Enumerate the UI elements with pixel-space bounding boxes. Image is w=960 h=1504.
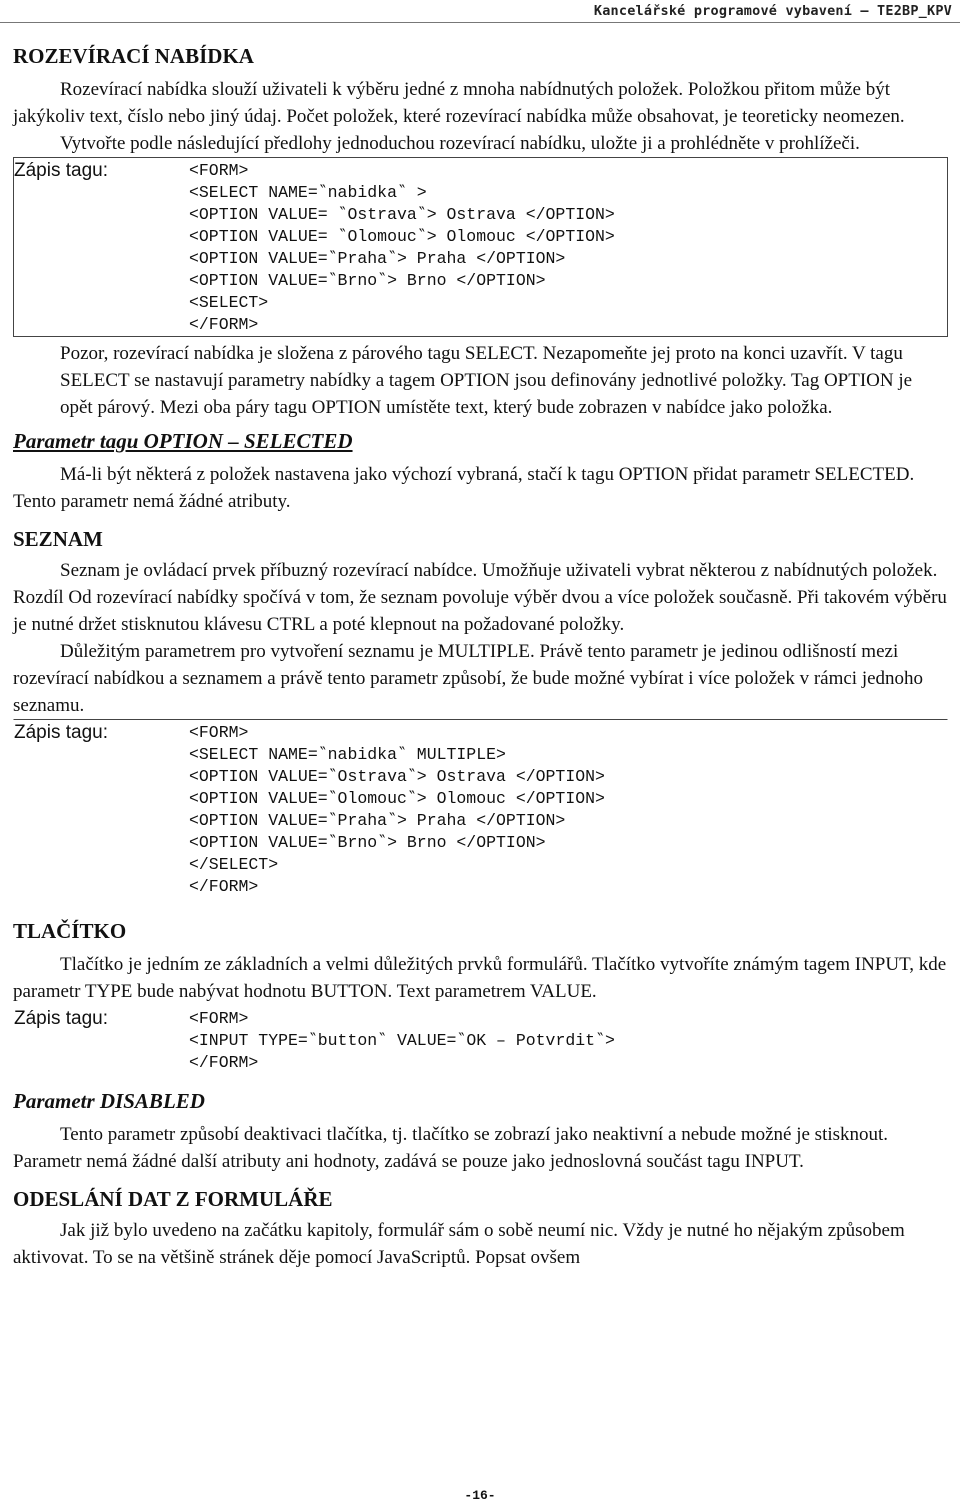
paragraph-list-2: Důležitým parametrem pro vytvoření seznamu je MULTIPLE. Právě tento parametr je jedinou odlišností mezi rozevírací nabídkou a seznamem a právě tento parametr způsobí, že bude možné vybírat i více položek v rámci jednoho seznamu. bbox=[13, 641, 924, 716]
code-label: Zápis tagu: bbox=[14, 160, 108, 181]
code-label: Zápis tagu: bbox=[14, 1008, 108, 1029]
paragraph-selected: Má-li být některá z položek nastavena jako výchozí vybraná, stačí k tagu OPTION přidat parametr SELECTED. Tento parametr nemá žádné atributy. bbox=[13, 464, 915, 512]
code-line: <OPTION VALUE=‶Olomouc‶> Olomouc </OPTION> bbox=[189, 789, 605, 808]
paragraph-dropdown-intro: Rozevírací nabídka slouží uživateli k výběru jedné z mnoha nabídnutých položek. Položkou přitom může být jakýkoliv text, číslo nebo jiný údaj. Počet položek, které rozevírací nabídka může obsahovat, je teoreticky neomezen. bbox=[13, 79, 905, 127]
code-line: <OPTION VALUE=‶Brno‶> Brno </OPTION> bbox=[189, 833, 546, 852]
paragraph-button: Tlačítko je jedním ze základních a velmi důležitých prvků formulářů. Tlačítko vytvoříte známým tagem INPUT, kde parametr TYPE bude nabývat hodnotu BUTTON. Text parametrem VALUE. bbox=[13, 954, 947, 1002]
code-line: <OPTION VALUE=‶Ostrava‶> Ostrava </OPTION> bbox=[189, 767, 605, 786]
heading-dropdown: ROZEVÍRACÍ NABÍDKA bbox=[13, 44, 254, 68]
code-line: </FORM> bbox=[189, 1053, 259, 1072]
code-line: <SELECT> bbox=[189, 293, 269, 312]
code-line: <FORM> bbox=[189, 161, 249, 180]
code-lines bbox=[189, 1006, 615, 1074]
code-line: <OPTION VALUE=‶Brno‶> Brno </OPTION> bbox=[189, 271, 546, 290]
code-line: <SELECT NAME=‶nabidka‶ MULTIPLE> bbox=[189, 745, 506, 764]
code-line: <FORM> bbox=[189, 723, 249, 742]
code-label: Zápis tagu: bbox=[14, 722, 108, 743]
code-line: <SELECT NAME=‶nabidka‶ > bbox=[189, 183, 427, 202]
code-line: <OPTION VALUE=‶Praha‶> Praha </OPTION> bbox=[189, 811, 566, 830]
paragraph-disabled: Tento parametr způsobí deaktivaci tlačítka, tj. tlačítko se zobrazí jako neaktivní a nebude možné je stisknout. Parametr nemá žádné další atributy ani hodnoty, zadává se pouze jako jednoslovná součást tagu INPUT. bbox=[13, 1124, 889, 1172]
code-block-dropdown bbox=[13, 157, 948, 337]
code-lines bbox=[189, 720, 605, 898]
code-line: </FORM> bbox=[189, 315, 259, 334]
heading-disabled: Parametr DISABLED bbox=[13, 1089, 205, 1113]
code-line: </SELECT> bbox=[189, 855, 279, 874]
code-line: <FORM> bbox=[189, 1009, 249, 1028]
code-line: <OPTION VALUE= ‶Olomouc‶> Olomouc </OPTION> bbox=[189, 227, 615, 246]
paragraph-list-1: Seznam je ovládací prvek příbuzný rozevírací nabídce. Umožňuje uživateli vybrat některou z nabídnutých položek. Rozdíl Od rozevírací nabídky spočívá v tom, že seznam povoluje výběr dvou a více položek současně. Při takovém výběru je nutné držet stisknutou klávesu CTRL a poté klepnout na požadované položky. bbox=[13, 560, 947, 635]
paragraph-dropdown-task: Vytvořte podle následující předlohy jednoduchou rozevírací nabídku, uložte ji a prohlédněte v prohlížeči. bbox=[60, 133, 860, 154]
heading-button: TLAČÍTKO bbox=[13, 919, 127, 943]
running-header: Kancelářské programové vybavení – TE2BP_KPV bbox=[593, 3, 952, 19]
code-line: <OPTION VALUE=‶Praha‶> Praha </OPTION> bbox=[189, 249, 566, 268]
code-line: </FORM> bbox=[189, 877, 259, 896]
heading-selected: Parametr tagu OPTION – SELECTED bbox=[13, 429, 353, 453]
paragraph-dropdown-note: Pozor, rozevírací nabídka je složena z párového tagu SELECT. Nezapomeňte jej proto na konci uzavřít. V tagu SELECT se nastavují parametry nabídky a tagem OPTION jsou definovány jednotlivé položky. Tag OPTION je opět párový. Mezi oba páry tagu OPTION umístěte text, který bude zobrazen v nabídce jako položka. bbox=[60, 343, 913, 418]
code-block-button bbox=[13, 1005, 948, 1075]
header-divider bbox=[0, 22, 960, 23]
code-lines bbox=[189, 158, 615, 336]
code-block-list bbox=[13, 719, 948, 899]
paragraph-submit: Jak již bylo uvedeno na začátku kapitoly, formulář sám o sobě neumí nic. Vždy je nutné ho nějakým způsobem aktivovat. To se na většině stránek děje pomocí JavaScriptů. Popsat ovšem bbox=[13, 1220, 905, 1268]
code-line: <INPUT TYPE=‶button‶ VALUE=‶OK – Potvrdit‶> bbox=[189, 1031, 615, 1050]
code-line: <OPTION VALUE= ‶Ostrava‶> Ostrava </OPTION> bbox=[189, 205, 615, 224]
page-content bbox=[13, 38, 948, 1271]
page-number: -16- bbox=[464, 1488, 496, 1503]
heading-submit: ODESLÁNÍ DAT Z FORMULÁŘE bbox=[13, 1187, 333, 1211]
heading-list: SEZNAM bbox=[13, 527, 103, 551]
